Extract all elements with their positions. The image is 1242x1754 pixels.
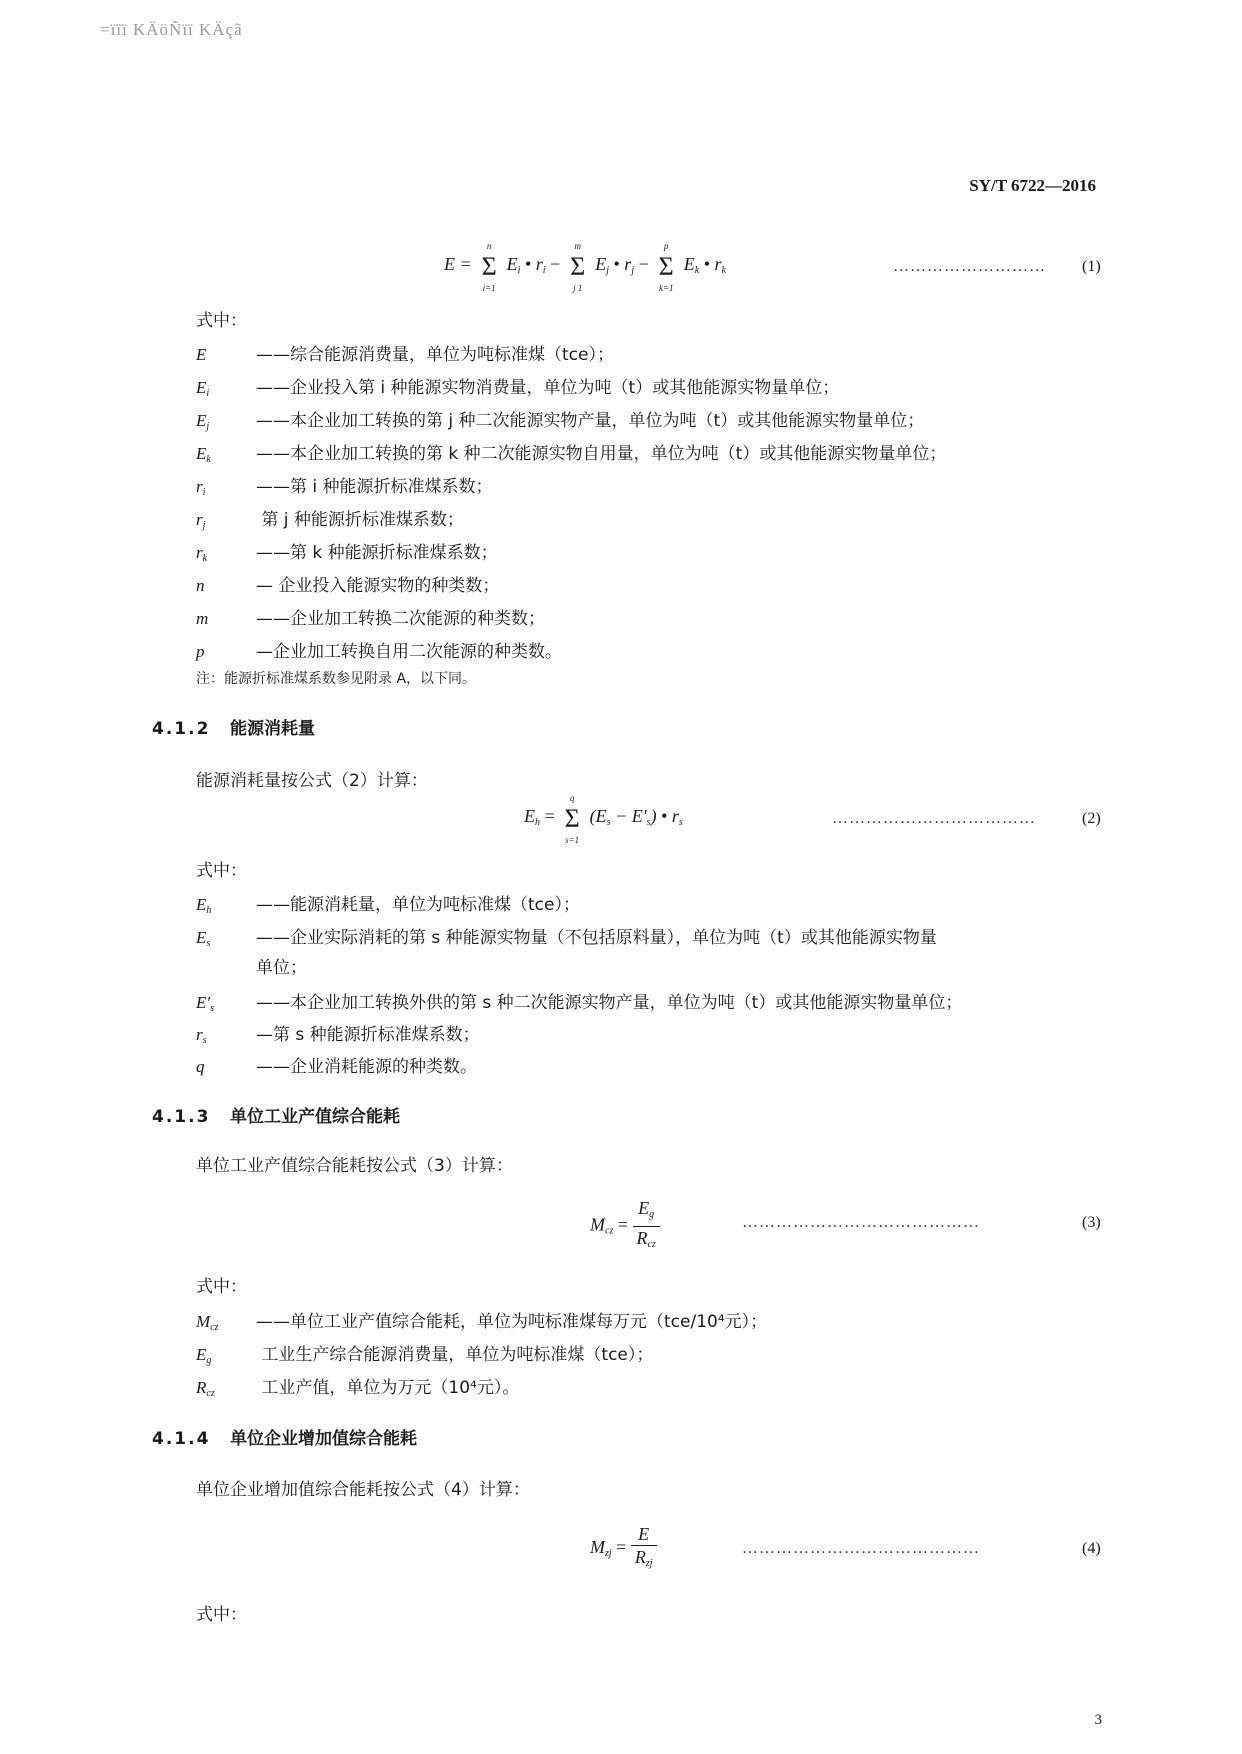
definition-line: q ——企业消耗能源的种类数。 (196, 1057, 477, 1077)
paragraph: 能源消耗量按公式（2）计算： (196, 771, 428, 791)
formula-1: E = Σ n i=1 $E_i$ • $r_i - \Sigma$ m j 1 $E_j$ • $r_j - \Sigma$ p k=1 $E_k$ • $r_k$ (444, 241, 726, 293)
definition-line: rs —第 s 种能源折标准煤系数； (196, 1025, 480, 1046)
where-label: 式中： (196, 1605, 247, 1625)
sum-icon: Σ q s=1 (564, 793, 580, 845)
leader-dots: …………………………………… (742, 1540, 980, 1557)
formula-4: $M_{zj}$ = $\frac{E}{R_{zj}}$ (590, 1524, 657, 1574)
formula-3: $M_{cz}$ = $\frac{E_g}{R_{cz}}$ (590, 1198, 660, 1255)
formula-2: $E_h = \Sigma$ q s=1 $(E_s - E'_s)$ • $r_s$ (524, 793, 683, 845)
definition-line: p —企业加工转换自用二次能源的种类数。 (196, 642, 562, 662)
formula-1-lhs: E = (444, 254, 472, 274)
definition-line: Rcz 工业产值，单位为万元（10⁴元）。 (196, 1378, 520, 1399)
note: 注：能源折标准煤系数参见附录 A，以下同。 (196, 671, 477, 687)
where-label: 式中： (196, 311, 247, 331)
fraction: $\frac{E}{R_{zj}}$ (631, 1524, 657, 1574)
definition-line: E′s ——本企业加工转换外供的第 s 种二次能源实物产量，单位为吨（t）或其他能源实物量单位； (196, 993, 963, 1014)
leader-dots: ……………………………… (832, 810, 1036, 827)
leader-dots: …………………………………… (742, 1214, 980, 1231)
definition-line: Ej ——本企业加工转换的第 j 种二次能源实物产量，单位为吨（t）或其他能源实物量单位； (196, 411, 925, 432)
definition-line: E ——综合能源消费量，单位为吨标准煤（tce）； (196, 345, 614, 365)
definition-line: Ei ——企业投入第 i 种能源实物消费量，单位为吨（t）或其他能源实物量单位； (196, 378, 840, 399)
definition-line: m ——企业加工转换二次能源的种类数； (196, 609, 545, 629)
equation-number: (3) (1082, 1214, 1101, 1231)
section-heading: 4.1.2 能源消耗量 (152, 719, 315, 739)
sum-icon: Σ n i=1 (481, 241, 497, 293)
where-label: 式中： (196, 861, 247, 881)
section-heading: 4.1.3 单位工业产值综合能耗 (152, 1107, 400, 1127)
equation-number: (2) (1082, 810, 1101, 827)
section-heading: 4.1.4 单位企业增加值综合能耗 (152, 1429, 417, 1449)
definition-line: Eg 工业生产综合能源消费量，单位为吨标准煤（tce）； (196, 1345, 654, 1366)
standard-code: SY/T 6722—2016 (969, 176, 1096, 195)
sum-icon: Σ p k=1 (658, 241, 674, 293)
definition-line: Eh ——能源消耗量，单位为吨标准煤（tce）； (196, 895, 580, 916)
sum-icon: Σ m j 1 (570, 241, 586, 293)
definition-line: Es ——企业实际消耗的第 s 种能源实物量（不包括原料量），单位为吨（t）或其他能源实物量 (196, 928, 937, 949)
definition-line: rj 第 j 种能源折标准煤系数； (196, 510, 464, 531)
definition-line: 单位； (256, 958, 307, 978)
paragraph: 单位企业增加值综合能耗按公式（4）计算： (196, 1480, 530, 1500)
equation-number: (1) (1082, 258, 1101, 275)
where-label: 式中： (196, 1277, 247, 1297)
definition-line: rk ——第 k 种能源折标准煤系数； (196, 543, 498, 564)
definition-line: n — 企业投入能源实物的种类数； (196, 576, 500, 596)
page-number: 3 (1094, 1712, 1102, 1728)
watermark: =ïïï KÄöÑïï KÄçã (100, 20, 243, 39)
fraction: $\frac{E_g}{R_{cz}}$ (633, 1198, 660, 1255)
definition-line: ri ——第 i 种能源折标准煤系数； (196, 477, 493, 498)
definition-line: Mcz ——单位工业产值综合能耗，单位为吨标准煤每万元（tce/10⁴元）； (196, 1312, 768, 1333)
equation-number: (4) (1082, 1540, 1101, 1557)
definition-line: Ek ——本企业加工转换的第 k 种二次能源实物自用量，单位为吨（t）或其他能源实物量单位； (196, 444, 947, 465)
leader-dots: ……………………… (893, 258, 1046, 275)
paragraph: 单位工业产值综合能耗按公式（3）计算： (196, 1156, 513, 1176)
